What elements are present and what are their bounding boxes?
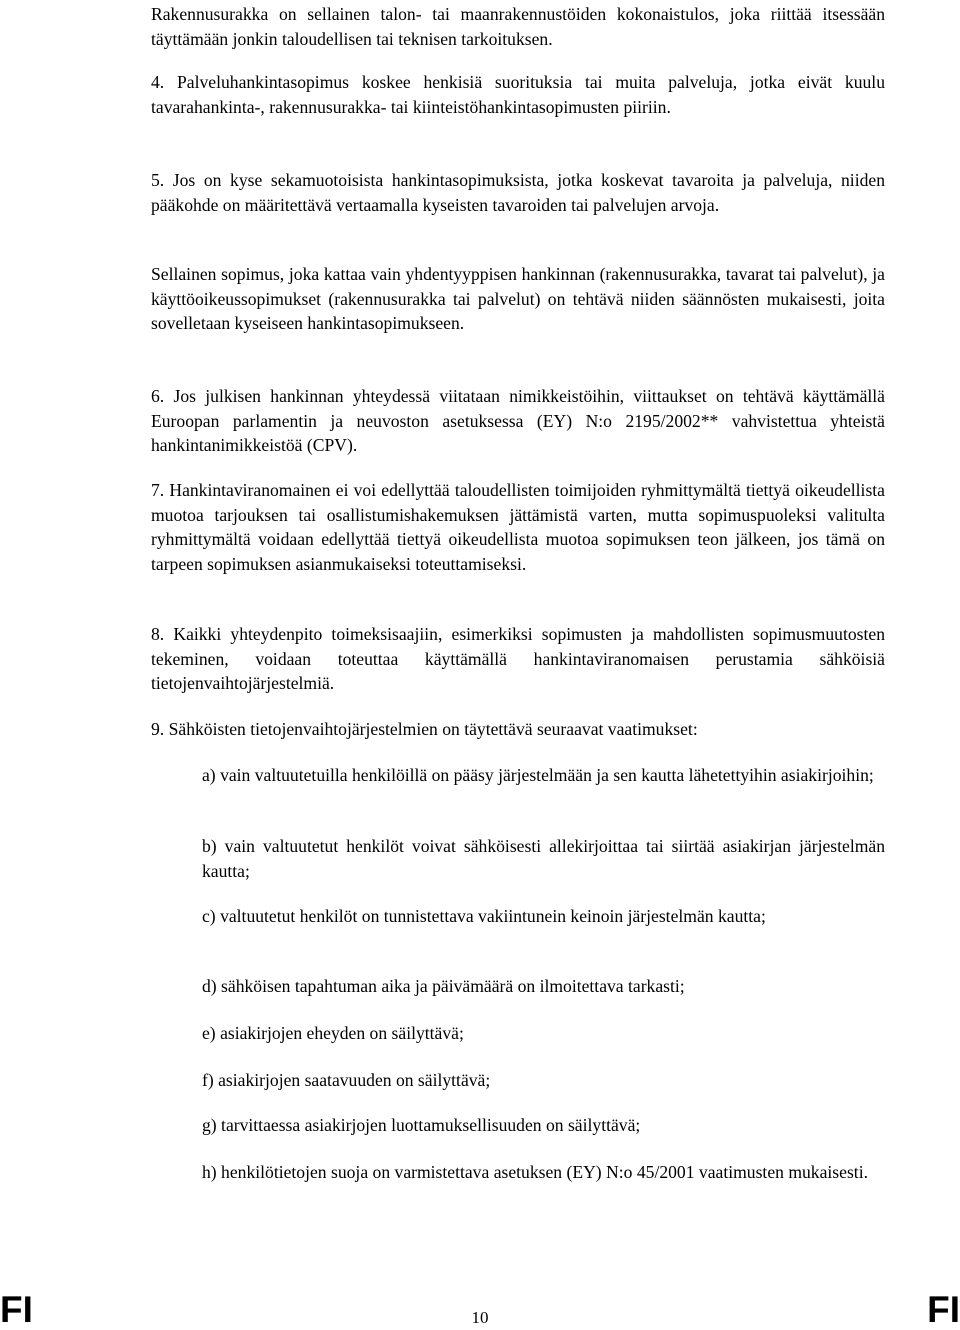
footer-page-number: 10 [471, 1308, 489, 1327]
paragraph-5-mixed-contracts: 5. Jos on kyse sekamuotoisista hankintasopimuksista, jotka koskevat tavaroita ja palveluja, niiden pääkohde on määritettävä vertaamalla kyseisten tavaroiden tai palvelujen arvoja. [151, 170, 885, 215]
requirement-item-g: g) tarvittaessa asiakirjojen luottamuksellisuuden on säilyttävä; [202, 1115, 641, 1135]
paragraph-construction-definition: Rakennusurakka on sellainen talon- tai maanrakennustöiden kokonaistulos, joka riittää itsessään täyttämään jonkin taloudellisen tai teknisen tarkoituksen. [151, 4, 885, 49]
requirement-item-f: f) asiakirjojen saatavuuden on säilyttävä; [202, 1070, 491, 1090]
paragraph-8-communication: 8. Kaikki yhteydenpito toimeksisaajiin, esimerkiksi sopimusten ja mahdollisten sopimusmuutosten tekeminen, voidaan toteuttaa käyttämällä hankintaviranomaisen perustamia sähköisiä tietojenvaihtojärjestelmiä. [151, 624, 885, 693]
requirement-item-b: b) vain valtuutetut henkilöt voivat sähköisesti allekirjoittaa tai siirtää asiakirjan järjestelmän kautta; [202, 836, 885, 881]
footer-language-right: FI [927, 1289, 960, 1330]
requirement-item-a: a) vain valtuutetuilla henkilöillä on pääsy järjestelmään ja sen kautta lähetettyihin asiakirjoihin; [202, 765, 874, 785]
requirement-item-c: c) valtuutetut henkilöt on tunnistettava vakiintunein keinoin järjestelmän kautta; [202, 906, 766, 926]
paragraph-9-requirements: 9. Sähköisten tietojenvaihtojärjestelmien on täytettävä seuraavat vaatimukset: [151, 719, 698, 739]
paragraph-7-legal-form: 7. Hankintaviranomainen ei voi edellyttää taloudellisten toimijoiden ryhmittymältä tiettyä oikeudellista muotoa tarjouksen tai osallistumishakemuksen jättämistä varten, mutta sopimuspuoleksi valitulta ryhmittymältä voidaan edellyttää tiettyä oikeudellista muotoa sopimuksen teon jälkeen, jos tämä on tarpeen sopimuksen asianmukaiseksi toteuttamiseksi. [151, 480, 885, 574]
requirement-item-e: e) asiakirjojen eheyden on säilyttävä; [202, 1023, 464, 1043]
footer-language-left: FI [0, 1289, 33, 1330]
paragraph-single-type-contract: Sellainen sopimus, joka kattaa vain yhdentyyppisen hankinnan (rakennusurakka, tavarat tai palvelut), ja käyttöoikeussopimukset (rakennusurakka tai palvelut) on tehtävä niiden säännösten mukaisesti, joita sovelletaan kyseiseen hankintasopimukseen. [151, 264, 885, 333]
paragraph-4-service-contract: 4. Palveluhankintasopimus koskee henkisiä suorituksia tai muita palveluja, jotka eivät kuulu tavarahankinta-, rakennusurakka- tai kiinteistöhankintasopimusten piiriin. [151, 72, 885, 117]
paragraph-6-nomenclature: 6. Jos julkisen hankinnan yhteydessä viitataan nimikkeistöihin, viittaukset on tehtävä käyttämällä Euroopan parlamentin ja neuvoston asetuksessa (EY) N:o 2195/2002** vahvistettua yhteistä hankintanimikkeistöä (CPV). [151, 386, 885, 455]
requirement-item-h: h) henkilötietojen suoja on varmistettava asetuksen (EY) N:o 45/2001 vaatimusten mukaisesti. [202, 1162, 868, 1182]
requirement-item-d: d) sähköisen tapahtuman aika ja päivämäärä on ilmoitettava tarkasti; [202, 976, 685, 996]
